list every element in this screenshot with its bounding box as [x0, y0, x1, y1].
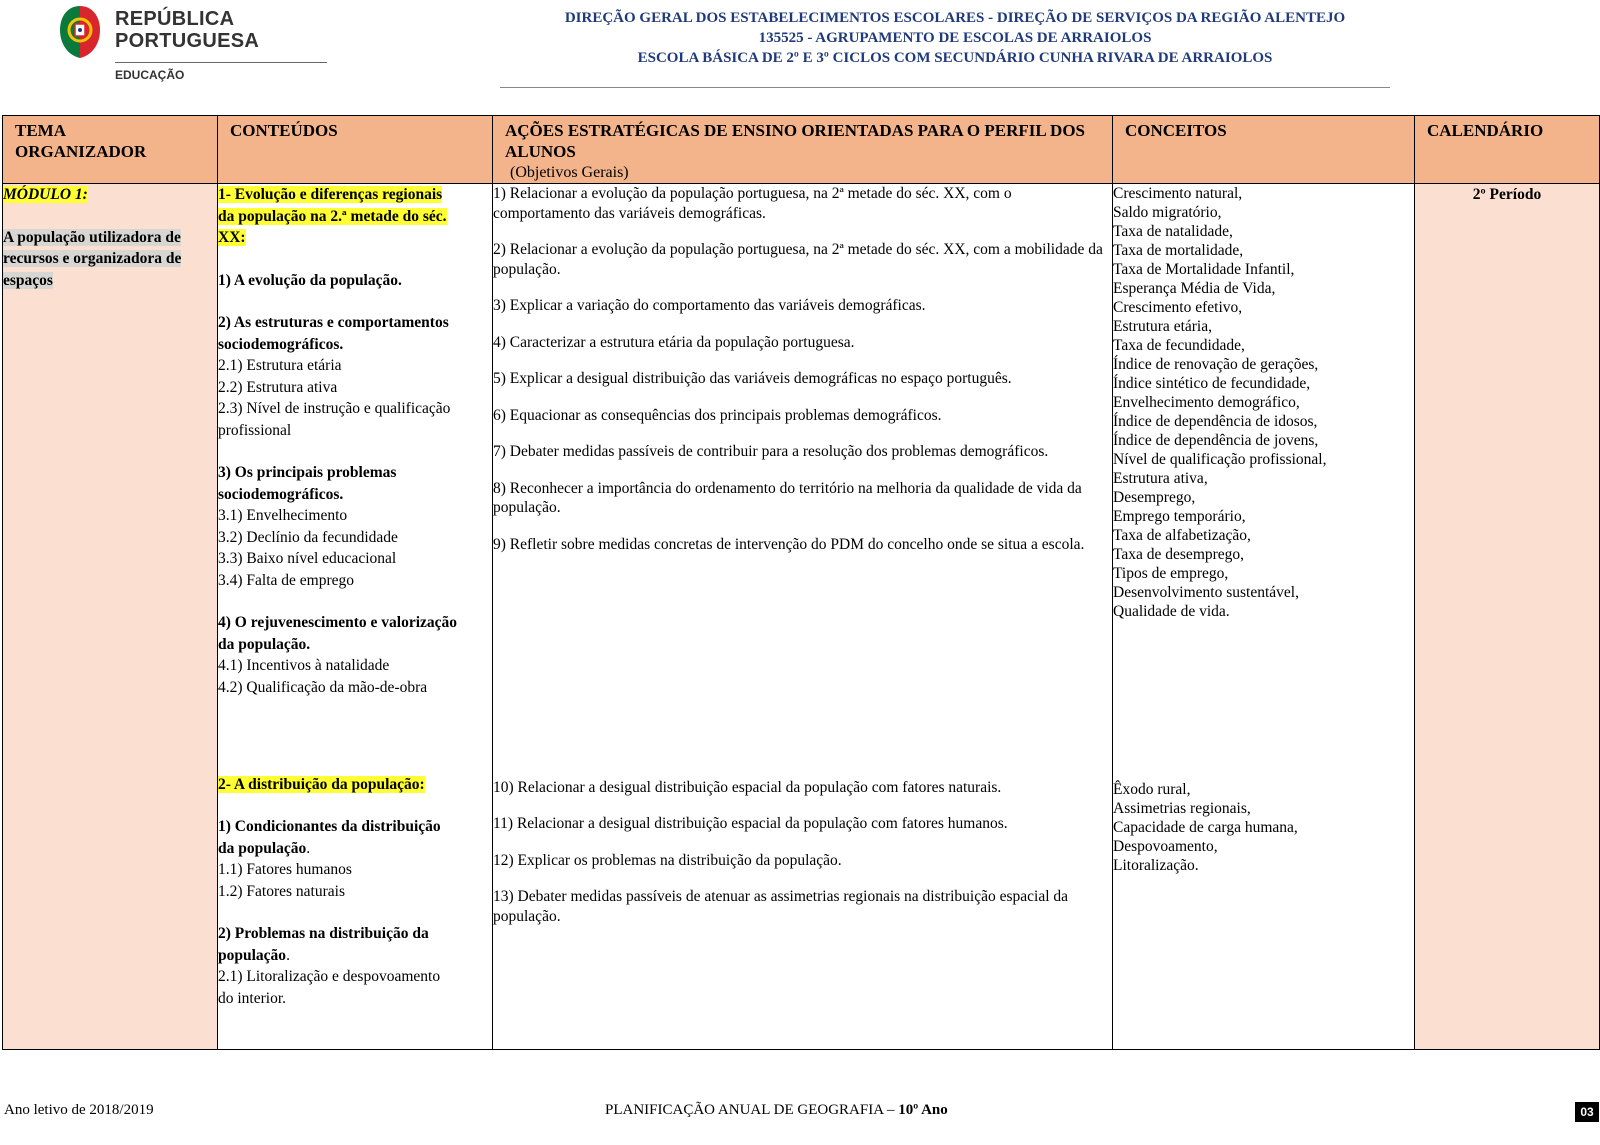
- list-item: 2.2) Estrutura ativa: [218, 378, 338, 396]
- page-number: 03: [1575, 1102, 1599, 1122]
- concept-item: Índice de renovação de gerações,: [1113, 356, 1319, 373]
- concept-item: Despovoamento,: [1113, 837, 1218, 855]
- concept-item: Taxa de desemprego,: [1113, 546, 1245, 563]
- concept-item: Índice sintético de fecundidade,: [1113, 375, 1311, 392]
- header-tema: TEMA ORGANIZADOR: [3, 116, 218, 184]
- concept-item: Crescimento natural,: [1113, 185, 1243, 202]
- document-title: PLANIFICAÇÃO ANUAL DE GEOGRAFIA – 10º Ano: [605, 1102, 948, 1118]
- conceitos-cell: [1113, 184, 1415, 1050]
- concept-item: Envelhecimento demográfico,: [1113, 394, 1300, 411]
- objective-item: 13) Debater medidas passíveis de atenuar as assimetrias regionais na distribuição espacial da população.: [493, 888, 1069, 925]
- list-item: 4.2) Qualificação da mão-de-obra: [218, 678, 428, 696]
- topic-4: 4) O rejuvenescimento e valorização: [218, 614, 458, 631]
- list-item: 1.2) Fatores naturais: [218, 882, 345, 900]
- concept-item: Litoralização.: [1113, 856, 1199, 874]
- topic-2: 2) Problemas na distribuição da: [218, 925, 429, 942]
- tema-title: A população utilizadora de recursos e organizadora de espaços: [3, 228, 182, 289]
- section-1-contents: 1- Evolução e diferenças regionais da população na 2.ª metade do séc. XX: 1) A evolução da população. 2) As estruturas e comportamentos sociodemográficos. 2.1) Estrutura etária 2.2) Estrutura ativa 2.3) Nível de instrução e qualificação profissional 3) Os principais problemas sociodemográficos. 3.1) Envelhecimento 3.2) Declínio da fecundidade 3.3) Baixo nível educacional 3.4) Falta de emprego 4) O rejuvenescimento e valorização da população. 4.1) Incentivos à natalidade 4.2) Qualificação da mão-de-obra: [218, 184, 492, 698]
- coat-of-arms-icon: [58, 4, 102, 60]
- concept-item: Assimetrias regionais,: [1113, 799, 1251, 817]
- concept-item: Desemprego,: [1113, 489, 1196, 506]
- topic-1: 1) Condicionantes da distribuição: [218, 818, 441, 835]
- list-item: 1.1) Fatores humanos: [218, 861, 352, 878]
- topic-1: 1) A evolução da população.: [218, 271, 402, 289]
- logo-line-2: PORTUGUESA: [115, 30, 260, 52]
- concept-item: Índice de dependência de idosos,: [1113, 413, 1318, 430]
- list-item: 3.4) Falta de emprego: [218, 571, 355, 589]
- objective-item: 7) Debater medidas passíveis de contribuir para a resolução dos problemas demográficos.: [493, 443, 1049, 460]
- logo-line-1: REPÚBLICA: [115, 8, 235, 30]
- topic-2: 2) As estruturas e comportamentos: [218, 314, 449, 331]
- list-item: 3.3) Baixo nível educacional: [218, 550, 397, 567]
- objective-item: 11) Relacionar a desigual distribuição espacial da população com fatores humanos.: [493, 815, 1008, 832]
- objective-item: 1) Relacionar a evolução da população portuguesa, na 2ª metade do séc. XX, com o comportamento das variáveis demográficas.: [493, 185, 1012, 222]
- concept-item: Desenvolvimento sustentável,: [1113, 584, 1299, 601]
- tema-cell: [3, 184, 218, 1050]
- header-calendario: CALENDÁRIO: [1415, 116, 1600, 184]
- objective-item: 12) Explicar os problemas na distribuição da população.: [493, 851, 842, 869]
- conteudos-cell: [218, 184, 493, 1050]
- concept-item: Capacidade de carga humana,: [1113, 818, 1298, 836]
- header-acoes: AÇÕES ESTRATÉGICAS DE ENSINO ORIENTADAS PARA O PERFIL DOS ALUNOS (Objetivos Gerais): [493, 116, 1113, 184]
- list-item: 2.1) Litoralização e despovoamento: [218, 968, 441, 985]
- objective-item: 9) Refletir sobre medidas concretas de intervenção do PDM do concelho onde se situa a escola.: [493, 535, 1085, 553]
- objective-item: 10) Relacionar a desigual distribuição espacial da população com fatores naturais.: [493, 778, 1002, 796]
- concept-item: Índice de dependência de jovens,: [1113, 432, 1319, 449]
- section-1-concepts: [1113, 184, 1414, 621]
- logo-subtitle: EDUCAÇÃO: [115, 68, 185, 82]
- objective-item: 3) Explicar a variação do comportamento das variáveis demográficas.: [493, 297, 926, 314]
- concept-item: Esperança Média de Vida,: [1113, 280, 1276, 297]
- concept-item: Qualidade de vida.: [1113, 603, 1230, 620]
- logo-text: [115, 8, 259, 52]
- objective-item: 2) Relacionar a evolução da população portuguesa, na 2ª metade do séc. XX, com a mobilidade da população.: [493, 241, 1103, 278]
- concept-item: Saldo migratório,: [1113, 204, 1222, 221]
- objective-item: 8) Reconhecer a importância do ordenamento do território na melhoria da qualidade de vida da população.: [493, 479, 1082, 516]
- header-acoes-sub: (Objetivos Gerais): [510, 164, 629, 181]
- section-2-contents: 2- A distribuição da população: 1) Condicionantes da distribuição da população. 1.1) Fatores humanos 1.2) Fatores naturais 2) Problemas na distribuição da população. 2.1) Litoralização e despovoamento do interior.: [218, 774, 473, 1010]
- table-row: [3, 184, 1600, 1050]
- header-line-2: 135525 - AGRUPAMENTO DE ESCOLAS DE ARRAIOLOS: [758, 30, 1152, 46]
- section-1-heading: 1- Evolução e diferenças regionais da população na 2.ª metade do séc. XX:: [218, 186, 447, 246]
- republica-portuguesa-logo: [58, 4, 273, 84]
- objetivos-cell: [493, 184, 1113, 1050]
- concept-item: Estrutura etária,: [1113, 318, 1212, 335]
- concept-item: Taxa de Mortalidade Infantil,: [1113, 261, 1295, 278]
- list-item: profissional: [218, 421, 292, 439]
- concept-item: Taxa de alfabetização,: [1113, 527, 1251, 544]
- concept-item: Estrutura ativa,: [1113, 470, 1208, 487]
- list-item: 2.1) Estrutura etária: [218, 357, 342, 374]
- list-item: 2.3) Nível de instrução e qualificação: [218, 400, 451, 417]
- section-2-heading: 2- A distribuição da população:: [218, 775, 425, 793]
- period-label: 2º Período: [1472, 186, 1542, 203]
- header-conteudos: CONTEÚDOS: [218, 116, 493, 184]
- concept-item: Taxa de mortalidade,: [1113, 242, 1244, 259]
- list-item: 3.2) Declínio da fecundidade: [218, 528, 398, 546]
- section-2-objectives: [493, 778, 1091, 944]
- concept-item: Taxa de fecundidade,: [1113, 337, 1245, 354]
- list-item: 3.1) Envelhecimento: [218, 507, 348, 524]
- modulo-label: MÓDULO 1:: [3, 186, 88, 203]
- list-item: do interior.: [218, 989, 287, 1007]
- school-year: Ano letivo de 2018/2019: [4, 1102, 154, 1118]
- header-rule: [500, 87, 1390, 88]
- document-header: [490, 8, 1420, 68]
- concept-item: Taxa de natalidade,: [1113, 223, 1233, 240]
- section-1-objectives: [493, 184, 1112, 554]
- header-conceitos: CONCEITOS: [1113, 116, 1415, 184]
- concept-item: Nível de qualificação profissional,: [1113, 451, 1327, 468]
- objective-item: 6) Equacionar as consequências dos principais problemas demográficos.: [493, 406, 942, 424]
- concept-item: Crescimento efetivo,: [1113, 299, 1243, 316]
- objective-item: 5) Explicar a desigual distribuição das variáveis demográficas no espaço português.: [493, 370, 1012, 387]
- header-line-1: DIREÇÃO GERAL DOS ESTABELECIMENTOS ESCOLARES - DIREÇÃO DE SERVIÇOS DA REGIÃO ALENTEJO: [564, 10, 1346, 26]
- planning-table: [2, 115, 1600, 1050]
- logo-divider: [115, 62, 327, 63]
- list-item: 4.1) Incentivos à natalidade: [218, 657, 390, 674]
- concept-item: Êxodo rural,: [1113, 780, 1191, 798]
- concept-item: Tipos de emprego,: [1113, 565, 1229, 582]
- concept-item: Emprego temporário,: [1113, 508, 1246, 525]
- topic-3: 3) Os principais problemas: [218, 464, 397, 481]
- header-line-3: ESCOLA BÁSICA DE 2º E 3º CICLOS COM SECUNDÁRIO CUNHA RIVARA DE ARRAIOLOS: [637, 50, 1273, 66]
- calendario-cell: [1415, 184, 1600, 1050]
- table-header-row: [3, 116, 1600, 184]
- objective-item: 4) Caracterizar a estrutura etária da população portuguesa.: [493, 333, 855, 351]
- section-2-concepts: [1113, 780, 1403, 875]
